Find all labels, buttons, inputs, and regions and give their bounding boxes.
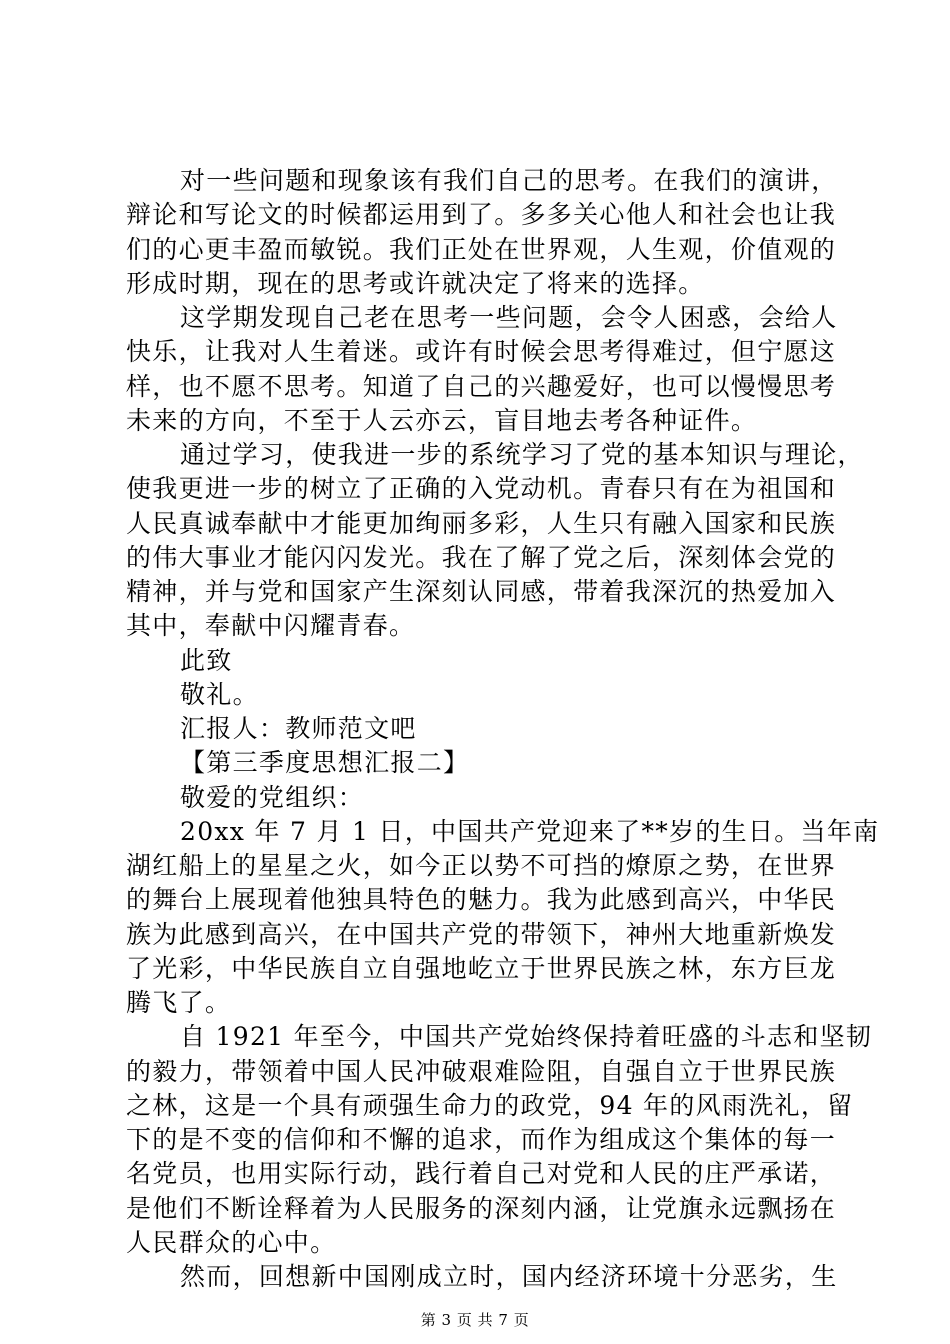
text-line: 湖红船上的星星之火，如今正以势不可挡的燎原之势，在世界 (126, 851, 837, 880)
text-line: 的毅力，带领着中国人民冲破艰难险阻，自强自立于世界民族 (126, 1057, 837, 1086)
text-line: 的伟大事业才能闪闪发光。我在了解了党之后，深刻体会党的 (126, 543, 837, 572)
text-line: 未来的方向，不至于人云亦云，盲目地去考各种证件。 (126, 406, 758, 435)
text-line: 名党员，也用实际行动，践行着自己对党和人民的庄严承诺， (126, 1159, 837, 1188)
text-line: 族为此感到高兴，在中国共产党的带领下，神州大地重新焕发 (126, 920, 837, 949)
text-line: 人民群众的心中。 (126, 1228, 337, 1257)
text-line: 是他们不断诠释着为人民服务的深刻内涵，让党旗永远飘扬在 (126, 1194, 837, 1223)
text-line: 使我更进一步的树立了正确的入党动机。青春只有在为祖国和 (126, 474, 837, 503)
text-line: 腾飞了。 (126, 988, 232, 1017)
text-line: 这学期发现自己老在思考一些问题，会令人困惑，会给人 (180, 303, 838, 332)
closing-line: 此致 (180, 646, 233, 675)
text-line: 然而，回想新中国刚成立时，国内经济环境十分恶劣，生 (180, 1262, 838, 1291)
text-line: 自 1921 年至今，中国共产党始终保持着旺盛的斗志和坚韧 (180, 1022, 873, 1051)
text-line: 形成时期，现在的思考或许就决定了将来的选择。 (126, 269, 705, 298)
text-line: 20xx 年 7 月 1 日，中国共产党迎来了**岁的生日。当年南 (180, 817, 880, 846)
text-line: 样，也不愿不思考。知道了自己的兴趣爱好，也可以慢慢思考 (126, 372, 837, 401)
text-line: 通过学习，使我进一步的系统学习了党的基本知识与理论， (180, 440, 864, 469)
text-line: 的舞台上展现着他独具特色的魅力。我为此感到高兴，中华民 (126, 885, 837, 914)
text-line: 下的是不变的信仰和不懈的追求，而作为组成这个集体的每一 (126, 1125, 837, 1154)
text-line: 人民真诚奉献中才能更加绚丽多彩，人生只有融入国家和民族 (126, 509, 837, 538)
text-line: 对一些问题和现象该有我们自己的思考。在我们的演讲， (180, 166, 838, 195)
page-footer: 第 3 页 共 7 页 (420, 1311, 530, 1329)
text-line: 精神，并与党和国家产生深刻认同感，带着我深沉的热爱加入 (126, 577, 837, 606)
section-heading: 【第三季度思想汇报二】 (180, 748, 470, 777)
salutation-line: 敬礼。 (180, 680, 259, 709)
text-line: 们的心更丰盈而敏锐。我们正处在世界观，人生观，价值观的 (126, 235, 837, 264)
text-line: 之林，这是一个具有顽强生命力的政党，94 年的风雨洗礼，留 (126, 1091, 854, 1120)
reporter-line: 汇报人：教师范文吧 (180, 714, 417, 743)
text-line: 其中，奉献中闪耀青春。 (126, 611, 416, 640)
text-line: 了光彩，中华民族自立自强地屹立于世界民族之林，东方巨龙 (126, 954, 837, 983)
text-line: 快乐，让我对人生着迷。或许有时候会思考得难过，但宁愿这 (126, 337, 837, 366)
greeting-line: 敬爱的党组织： (180, 783, 365, 812)
text-line: 辩论和写论文的时候都运用到了。多多关心他人和社会也让我 (126, 200, 837, 229)
